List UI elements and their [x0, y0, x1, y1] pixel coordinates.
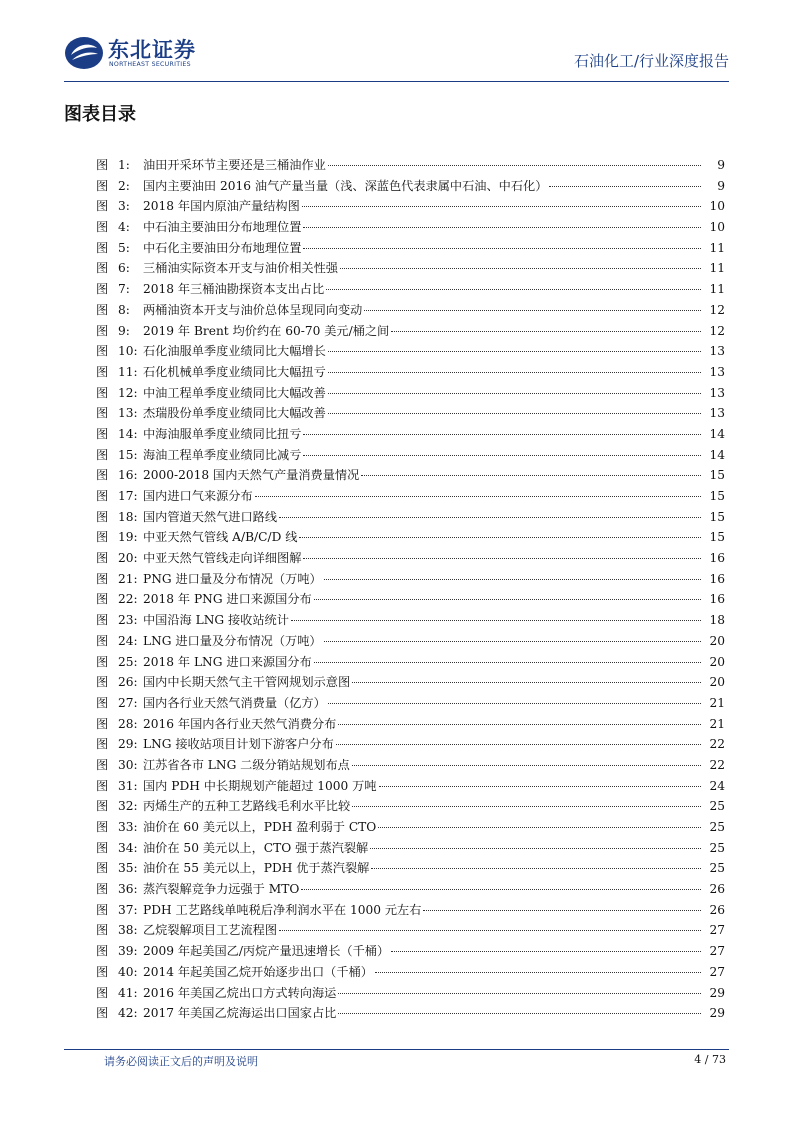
toc-entry[interactable]	[96, 445, 725, 466]
toc-entry-label: 图	[96, 406, 109, 421]
toc-entry-title: 2016 年国内各行业天然气消费分布	[143, 716, 337, 731]
toc-entry-title: 2018 年 PNG 进口来源国分布	[143, 592, 312, 607]
toc-entry-number: 5:	[118, 240, 130, 255]
toc-entry-title: 国内进口气来源分布	[143, 489, 253, 503]
toc-entry-page: 25	[709, 840, 725, 855]
toc-entry-number: 6:	[118, 261, 130, 276]
toc-entry-label: 图	[96, 799, 109, 814]
page-indicator: 4 / 73	[694, 1053, 726, 1066]
toc-entry[interactable]	[96, 403, 725, 424]
toc-entry-leader	[328, 413, 701, 414]
toc-entry-title: PDH 工艺路线单吨税后净利润水平在 1000 元左右	[143, 902, 422, 917]
toc-entry-label: 图	[96, 840, 109, 855]
toc-entry-leader	[328, 165, 701, 166]
toc-entry-page: 13	[709, 364, 725, 379]
toc-entry-label: 图	[96, 592, 109, 607]
toc-entry[interactable]	[96, 962, 725, 983]
toc-entry-label: 图	[96, 468, 109, 483]
toc-entry-title: 蒸汽裂解竞争力远强于 MTO	[143, 882, 300, 897]
toc-entry-number: 19:	[118, 530, 138, 545]
toc-entry-number: 22:	[118, 592, 138, 607]
toc-entry-title: 2000-2018 国内天然气产量消费量情况	[143, 468, 360, 483]
toc-entry-leader	[361, 475, 701, 476]
toc-entry[interactable]	[96, 507, 725, 528]
toc-entry-label: 图	[96, 861, 109, 876]
toc-entry-page: 26	[709, 902, 725, 917]
footer-divider	[64, 1049, 729, 1050]
toc-entry-page: 13	[709, 406, 725, 421]
toc-entry-leader	[549, 186, 701, 187]
company-logo	[64, 34, 224, 74]
toc-entry-page: 13	[709, 385, 725, 400]
toc-entry[interactable]	[96, 755, 725, 776]
toc-entry-number: 1:	[118, 158, 130, 172]
toc-entry-label: 图	[96, 323, 109, 338]
toc-entry-page: 12	[709, 323, 725, 338]
toc-entry[interactable]	[96, 383, 725, 404]
toc-entry[interactable]	[96, 817, 725, 838]
header-divider	[64, 81, 729, 82]
toc-entry-label: 图	[96, 302, 109, 317]
toc-entry-number: 10:	[118, 344, 138, 359]
toc-entry-page: 22	[709, 737, 725, 752]
toc-entry-number: 31:	[118, 778, 138, 793]
toc-entry-title: 2018 年国内原油产量结构图	[143, 199, 300, 214]
toc-entry-label: 图	[96, 530, 109, 545]
toc-entry-label: 图	[96, 199, 109, 214]
toc-entry-leader	[328, 372, 701, 373]
toc-entry-page: 11	[709, 282, 725, 297]
toc-entry-title: 2018 年 LNG 进口来源国分布	[143, 654, 312, 669]
toc-entry-title: 2017 年美国乙烷海运出口国家占比	[143, 1006, 337, 1021]
toc-entry-label: 图	[96, 220, 109, 235]
toc-entry-page: 9	[717, 158, 725, 172]
toc-entry-label: 图	[96, 178, 109, 193]
toc-entry-number: 8:	[118, 302, 130, 317]
toc-entry-page: 16	[709, 592, 725, 607]
toc-entry-title: PNG 进口量及分布情况（万吨）	[143, 571, 322, 586]
toc-entry-number: 18:	[118, 509, 138, 524]
toc-entry-page: 21	[709, 716, 725, 731]
toc-entry-leader	[378, 827, 701, 828]
toc-entry[interactable]	[96, 341, 725, 362]
toc-entry-leader	[324, 579, 701, 580]
toc-entry-title: 油田开采环节主要还是三桶油作业	[143, 158, 326, 172]
toc-entry-page: 15	[709, 468, 725, 483]
toc-entry-number: 27:	[118, 695, 138, 710]
toc-entry-leader	[340, 268, 701, 269]
toc-entry-label: 图	[96, 509, 109, 524]
toc-entry-title: 国内 PDH 中长期规划产能超过 1000 万吨	[143, 778, 377, 793]
toc-entry-page: 27	[709, 944, 725, 959]
toc-entry-leader	[364, 310, 701, 311]
toc-entry-label: 图	[96, 158, 109, 172]
toc-entry-leader	[303, 227, 701, 228]
section-title: 图表目录	[64, 104, 136, 125]
toc-entry-number: 30:	[118, 757, 138, 772]
toc-entry-title: 油价在 60 美元以上，PDH 盈利弱于 CTO	[143, 820, 377, 834]
toc-entry[interactable]	[96, 631, 725, 652]
toc-entry-leader	[338, 1013, 701, 1014]
toc-entry-page: 20	[709, 633, 725, 648]
toc-entry-number: 42:	[118, 1006, 138, 1021]
logo-icon	[64, 36, 104, 70]
toc-entry[interactable]	[96, 300, 725, 321]
toc-entry[interactable]	[96, 838, 725, 859]
toc-entry-label: 图	[96, 923, 109, 938]
toc-entry-number: 17:	[118, 489, 138, 503]
toc-entry[interactable]	[96, 796, 725, 817]
toc-entry-leader	[291, 620, 701, 621]
toc-entry-number: 25:	[118, 654, 138, 669]
toc-entry[interactable]	[96, 672, 725, 693]
toc-entry-number: 13:	[118, 406, 138, 421]
toc-entry[interactable]	[96, 920, 725, 941]
toc-entry-page: 12	[709, 302, 725, 317]
toc-entry[interactable]	[96, 776, 725, 797]
toc-entry-title: 2009 年起美国乙/丙烷产量迅速增长（千桶）	[143, 944, 390, 959]
toc-entry[interactable]	[96, 983, 725, 1004]
toc-entry[interactable]	[96, 176, 725, 197]
toc-entry-page: 26	[709, 882, 725, 897]
toc-entry-title: 石化机械单季度业绩同比大幅扭亏	[143, 364, 326, 379]
page-header	[64, 34, 729, 82]
toc-entry-page: 25	[709, 799, 725, 814]
toc-entry-number: 38:	[118, 923, 138, 938]
toc-entry-page: 29	[709, 1006, 725, 1021]
toc-entry-number: 12:	[118, 385, 138, 400]
logo-text-en: NORTHEAST SECURITIES	[109, 61, 191, 68]
footer-disclaimer: 请务必阅读正文后的声明及说明	[104, 1055, 258, 1068]
toc-entry-title: 油价在 55 美元以上，PDH 优于蒸汽裂解	[143, 861, 370, 876]
toc-entry-leader	[338, 993, 701, 994]
toc-entry-leader	[352, 682, 701, 683]
toc-entry-label: 图	[96, 447, 109, 462]
toc-entry-label: 图	[96, 716, 109, 731]
toc-entry-title: 杰瑞股份单季度业绩同比大幅改善	[143, 406, 326, 421]
toc-entry-title: 中油工程单季度业绩同比大幅改善	[143, 385, 326, 400]
toc-entry-number: 29:	[118, 737, 138, 752]
toc-entry-number: 39:	[118, 944, 138, 959]
toc-entry[interactable]	[96, 155, 725, 176]
toc-entry-number: 37:	[118, 902, 138, 917]
toc-entry-leader	[303, 248, 701, 249]
toc-entry-leader	[370, 848, 701, 849]
toc-entry-label: 图	[96, 985, 109, 1000]
toc-entry-page: 15	[709, 489, 725, 503]
toc-entry-title: 中国沿海 LNG 接收站统计	[143, 613, 289, 628]
toc-entry-leader	[326, 289, 701, 290]
toc-entry-page: 15	[709, 530, 725, 545]
toc-entry[interactable]	[96, 734, 725, 755]
toc-entry-label: 图	[96, 240, 109, 255]
toc-entry-page: 15	[709, 509, 725, 524]
report-category: 石油化工/行业深度报告	[573, 52, 729, 70]
toc-entry-number: 35:	[118, 861, 138, 876]
toc-entry-label: 图	[96, 654, 109, 669]
logo-text-cn: 东北证券	[108, 38, 196, 62]
toc-entry-page: 20	[709, 654, 725, 669]
toc-entry-number: 20:	[118, 551, 138, 566]
toc-entry-page: 16	[709, 551, 725, 566]
toc-entry-number: 7:	[118, 282, 130, 297]
toc-entry-label: 图	[96, 426, 109, 441]
toc-entry-title: 国内中长期天然气主干管网规划示意图	[143, 675, 351, 690]
toc-entry-leader	[314, 599, 701, 600]
toc-entry-page: 11	[709, 240, 725, 255]
toc-entry-label: 图	[96, 882, 109, 897]
toc-entry-title: 2018 年三桶油勘探资本支出占比	[143, 282, 325, 297]
toc-entry-label: 图	[96, 571, 109, 586]
toc-entry-page: 11	[709, 261, 725, 276]
toc-entry-label: 图	[96, 261, 109, 276]
toc-entry-page: 27	[709, 964, 725, 979]
toc-entry-number: 14:	[118, 426, 138, 441]
toc-entry-leader	[338, 724, 701, 725]
toc-entry-label: 图	[96, 757, 109, 772]
toc-entry-number: 40:	[118, 964, 138, 979]
toc-entry-title: 2016 年美国乙烷出口方式转向海运	[143, 985, 337, 1000]
toc-entry-leader	[299, 537, 701, 538]
toc-entry-title: 江苏省各市 LNG 二级分销站规划布点	[143, 757, 350, 772]
toc-entry-label: 图	[96, 613, 109, 628]
toc-entry[interactable]	[96, 652, 725, 673]
toc-entry-page: 9	[717, 178, 725, 193]
toc-entry-number: 36:	[118, 882, 138, 897]
toc-entry-title: 中海油服单季度业绩同比扭亏	[143, 426, 302, 441]
toc-entry-page: 14	[709, 426, 725, 441]
toc-entry-label: 图	[96, 675, 109, 690]
toc-entry-page: 18	[709, 613, 725, 628]
toc-entry-page: 29	[709, 985, 725, 1000]
toc-entry-number: 33:	[118, 820, 138, 834]
toc-entry-page: 21	[709, 695, 725, 710]
toc-entry-leader	[324, 641, 701, 642]
toc-entry-leader	[303, 455, 701, 456]
toc-entry-number: 24:	[118, 633, 138, 648]
toc-entry-number: 9:	[118, 323, 130, 338]
toc-entry-title: LNG 进口量及分布情况（万吨）	[143, 633, 322, 648]
toc-entry[interactable]	[96, 610, 725, 631]
toc-entry-leader	[302, 206, 701, 207]
toc-entry-page: 25	[709, 820, 725, 834]
toc-entry-page: 22	[709, 757, 725, 772]
toc-entry-leader	[328, 703, 701, 704]
toc-entry-leader	[303, 558, 701, 559]
toc-entry-label: 图	[96, 385, 109, 400]
toc-entry-number: 11:	[118, 364, 138, 379]
toc-entry-page: 16	[709, 571, 725, 586]
toc-entry-number: 41:	[118, 985, 138, 1000]
toc-entry-leader	[375, 972, 701, 973]
toc-entry-title: LNG 接收站项目计划下游客户分布	[143, 737, 334, 752]
toc-entry[interactable]	[96, 941, 725, 962]
toc-entry[interactable]	[96, 548, 725, 569]
toc-entry[interactable]	[96, 879, 725, 900]
toc-entry-leader	[379, 786, 701, 787]
toc-entry-label: 图	[96, 820, 109, 834]
toc-entry-leader	[423, 910, 701, 911]
toc-entry[interactable]	[96, 258, 725, 279]
toc-entry[interactable]	[96, 279, 725, 300]
toc-entry-title: 油价在 50 美元以上，CTO 强于蒸汽裂解	[143, 840, 369, 855]
toc-entry-title: 中亚天然气管线 A/B/C/D 线	[143, 530, 298, 545]
toc-entry-page: 24	[709, 778, 725, 793]
toc-entry[interactable]	[96, 321, 725, 342]
toc-entry[interactable]	[96, 693, 725, 714]
toc-entry-number: 32:	[118, 799, 138, 814]
toc-entry-leader	[391, 951, 701, 952]
toc-entry[interactable]	[96, 424, 725, 445]
toc-entry-title: 丙烯生产的五种工艺路线毛利水平比较	[143, 799, 351, 814]
toc-entry-title: 2019 年 Brent 均价约在 60-70 美元/桶之间	[143, 323, 390, 338]
toc-entry-title: 石化油服单季度业绩同比大幅增长	[143, 344, 326, 359]
toc-entry-leader	[279, 930, 701, 931]
toc-entry-page: 20	[709, 675, 725, 690]
toc-entry-label: 图	[96, 282, 109, 297]
toc-entry[interactable]	[96, 569, 725, 590]
toc-entry-number: 16:	[118, 468, 138, 483]
toc-entry-leader	[391, 331, 701, 332]
toc-entry-number: 4:	[118, 220, 130, 235]
toc-entry-leader	[328, 351, 701, 352]
toc-entry-leader	[301, 889, 701, 890]
toc-entry-label: 图	[96, 737, 109, 752]
toc-entry-label: 图	[96, 964, 109, 979]
toc-entry-number: 21:	[118, 571, 138, 586]
toc-entry-page: 10	[709, 199, 725, 214]
toc-entry[interactable]	[96, 486, 725, 507]
toc-entry-page: 10	[709, 220, 725, 235]
toc-entry[interactable]	[96, 527, 725, 548]
figure-toc-list	[96, 155, 725, 1024]
toc-entry-leader	[328, 393, 701, 394]
toc-entry-leader	[352, 806, 701, 807]
toc-entry-title: 国内主要油田 2016 油气产量当量（浅、深蓝色代表隶属中石油、中石化）	[143, 178, 548, 193]
toc-entry[interactable]	[96, 465, 725, 486]
toc-entry-label: 图	[96, 633, 109, 648]
toc-entry-title: 乙烷裂解项目工艺流程图	[143, 923, 278, 938]
toc-entry-leader	[352, 765, 701, 766]
toc-entry-page: 25	[709, 861, 725, 876]
toc-entry-title: 海油工程单季度业绩同比减亏	[143, 447, 302, 462]
toc-entry[interactable]	[96, 1003, 725, 1024]
toc-entry-number: 15:	[118, 447, 138, 462]
toc-entry-title: 国内各行业天然气消费量（亿方）	[143, 695, 326, 710]
toc-entry-title: 中石化主要油田分布地理位置	[143, 240, 302, 255]
toc-entry-label: 图	[96, 1006, 109, 1021]
toc-entry-label: 图	[96, 489, 109, 503]
toc-entry-title: 国内管道天然气进口路线	[143, 509, 278, 524]
toc-entry-leader	[336, 744, 701, 745]
toc-entry[interactable]	[96, 196, 725, 217]
toc-entry-label: 图	[96, 944, 109, 959]
toc-entry-number: 23:	[118, 613, 138, 628]
toc-entry[interactable]	[96, 362, 725, 383]
toc-entry[interactable]	[96, 238, 725, 259]
toc-entry-title: 两桶油资本开支与油价总体呈现同向变动	[143, 302, 363, 317]
toc-entry-number: 3:	[118, 199, 130, 214]
toc-entry-label: 图	[96, 695, 109, 710]
toc-entry-title: 中石油主要油田分布地理位置	[143, 220, 302, 235]
toc-entry-number: 26:	[118, 675, 138, 690]
toc-entry-title: 中亚天然气管线走向详细图解	[143, 551, 302, 566]
toc-entry-label: 图	[96, 364, 109, 379]
toc-entry-leader	[371, 868, 701, 869]
toc-entry-title: 2014 年起美国乙烷开始逐步出口（千桶）	[143, 964, 373, 979]
toc-entry-number: 2:	[118, 178, 130, 193]
toc-entry-number: 28:	[118, 716, 138, 731]
toc-entry-title: 三桶油实际资本开支与油价相关性强	[143, 261, 338, 276]
toc-entry-page: 14	[709, 447, 725, 462]
toc-entry[interactable]	[96, 858, 725, 879]
toc-entry[interactable]	[96, 900, 725, 921]
toc-entry-leader	[303, 434, 701, 435]
toc-entry-label: 图	[96, 344, 109, 359]
toc-entry-label: 图	[96, 551, 109, 566]
toc-entry[interactable]	[96, 217, 725, 238]
toc-entry-leader	[255, 496, 701, 497]
toc-entry[interactable]	[96, 714, 725, 735]
toc-entry-page: 27	[709, 923, 725, 938]
toc-entry-leader	[314, 662, 701, 663]
toc-entry[interactable]	[96, 589, 725, 610]
toc-entry-label: 图	[96, 778, 109, 793]
toc-entry-page: 13	[709, 344, 725, 359]
toc-entry-label: 图	[96, 902, 109, 917]
toc-entry-leader	[279, 517, 701, 518]
toc-entry-number: 34:	[118, 840, 138, 855]
